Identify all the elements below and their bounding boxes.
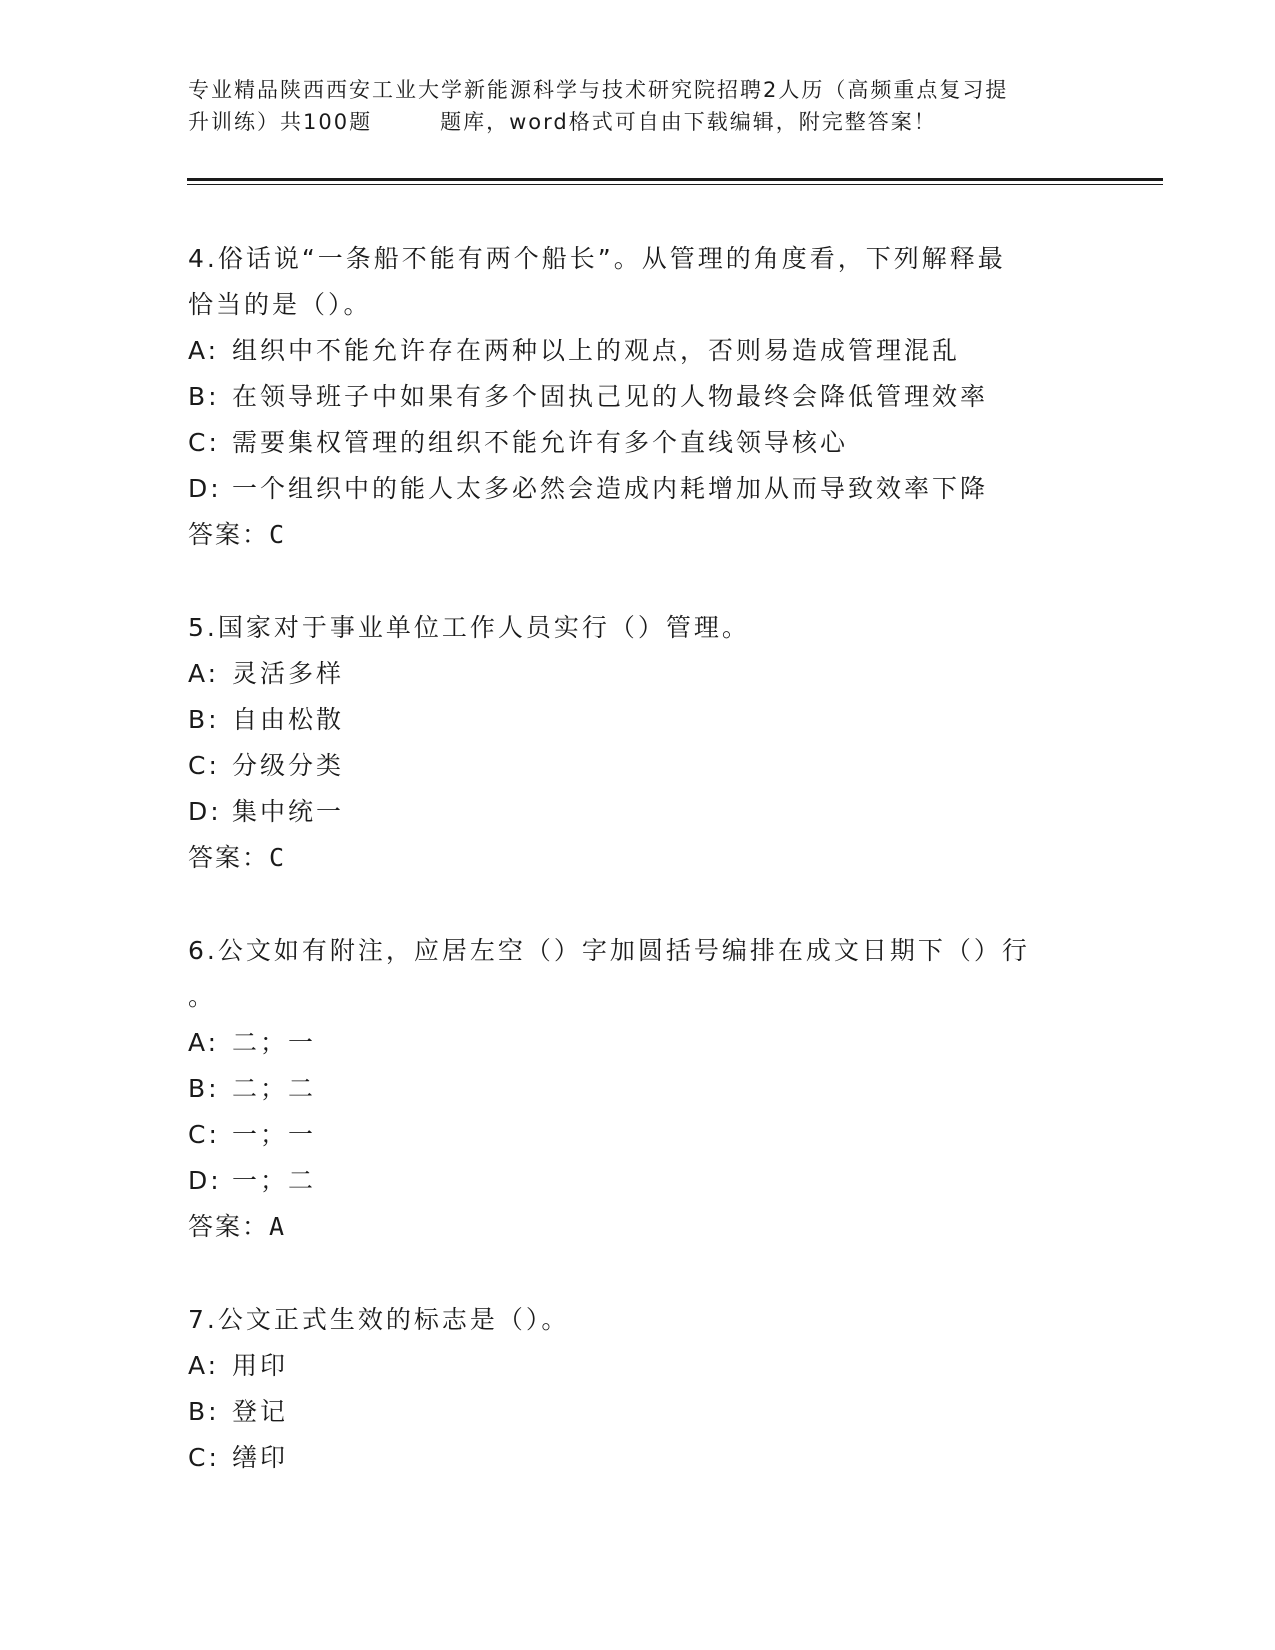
option-label: D: [188, 474, 222, 503]
option-label: A: [188, 336, 220, 365]
option-label: B: [188, 382, 220, 411]
option-label: A: [188, 659, 220, 688]
question-text-continued: 恰当的是（）。 [188, 290, 372, 319]
option-a [188, 1020, 1128, 1066]
answer-label: 答案： [188, 1212, 270, 1241]
question-7 [188, 1297, 1128, 1481]
option-label: A: [188, 1351, 220, 1380]
answer-line [188, 1204, 1128, 1250]
option-a [188, 1343, 1128, 1389]
answer-label: 答案： [188, 843, 270, 872]
option-text: 自由松散 [232, 705, 345, 734]
answer-label: 答案： [188, 520, 270, 549]
answer-line [188, 512, 1128, 558]
question-text: 7.公文正式生效的标志是（）。 [188, 1305, 570, 1334]
question-5 [188, 605, 1128, 881]
option-text: 灵活多样 [232, 659, 345, 688]
option-label: D: [188, 797, 222, 826]
question-text: 5.国家对于事业单位工作人员实行（）管理。 [188, 613, 750, 642]
option-b [188, 697, 1128, 743]
option-c [188, 1435, 1128, 1481]
option-text: 组织中不能允许存在两种以上的观点，否则易造成管理混乱 [232, 336, 961, 365]
question-4 [188, 236, 1128, 558]
option-label: B: [188, 1074, 220, 1103]
question-text: 4.俗话说“一条船不能有两个船长”。从管理的角度看，下列解释最 [188, 244, 1006, 273]
option-text: 一个组织中的能人太多必然会造成内耗增加从而导致效率下降 [232, 474, 989, 503]
option-c [188, 420, 1128, 466]
option-d [188, 789, 1128, 835]
option-d [188, 1158, 1128, 1204]
option-label: C: [188, 428, 220, 457]
answer-value: C [269, 520, 287, 549]
option-text: 二；二 [232, 1074, 317, 1103]
document-header [188, 74, 1088, 138]
question-list [188, 236, 1128, 1528]
option-label: C: [188, 1443, 220, 1472]
question-text: 6.公文如有附注，应居左空（）字加圆括号编排在成文日期下（）行 [188, 936, 1030, 965]
option-text: 一；二 [232, 1166, 317, 1195]
option-label: C: [188, 1120, 220, 1149]
header-divider [187, 178, 1163, 181]
option-text: 在领导班子中如果有多个固执己见的人物最终会降低管理效率 [232, 382, 989, 411]
answer-value: C [269, 843, 287, 872]
option-text: 登记 [232, 1397, 289, 1426]
option-text: 需要集权管理的组织不能允许有多个直线领导核心 [232, 428, 849, 457]
option-label: C: [188, 751, 220, 780]
option-label: A: [188, 1028, 220, 1057]
header-divider-thin [187, 184, 1163, 185]
option-text: 集中统一 [232, 797, 345, 826]
option-a [188, 651, 1128, 697]
option-text: 分级分类 [232, 751, 345, 780]
option-text: 缮印 [232, 1443, 289, 1472]
question-text-continued: 。 [188, 982, 217, 1011]
option-b [188, 374, 1128, 420]
option-c [188, 743, 1128, 789]
header-title-line-2 [188, 106, 1088, 138]
option-d [188, 466, 1128, 512]
option-text: 用印 [232, 1351, 289, 1380]
header-title-part-b: 题库，word格式可自由下载编辑，附完整答案！ [440, 110, 937, 134]
option-b [188, 1389, 1128, 1435]
answer-value: A [269, 1212, 287, 1241]
option-label: B: [188, 1397, 220, 1426]
option-label: B: [188, 705, 220, 734]
option-a [188, 328, 1128, 374]
header-title-line-1: 专业精品陕西西安工业大学新能源科学与技术研究院招聘2人历（高频重点复习提 [188, 78, 1009, 102]
header-title-part-a: 升训练）共100题 [188, 110, 373, 134]
option-b [188, 1066, 1128, 1112]
option-c [188, 1112, 1128, 1158]
answer-line [188, 835, 1128, 881]
option-text: 一；一 [232, 1120, 317, 1149]
question-6 [188, 928, 1128, 1250]
option-text: 二；一 [232, 1028, 317, 1057]
option-label: D: [188, 1166, 222, 1195]
